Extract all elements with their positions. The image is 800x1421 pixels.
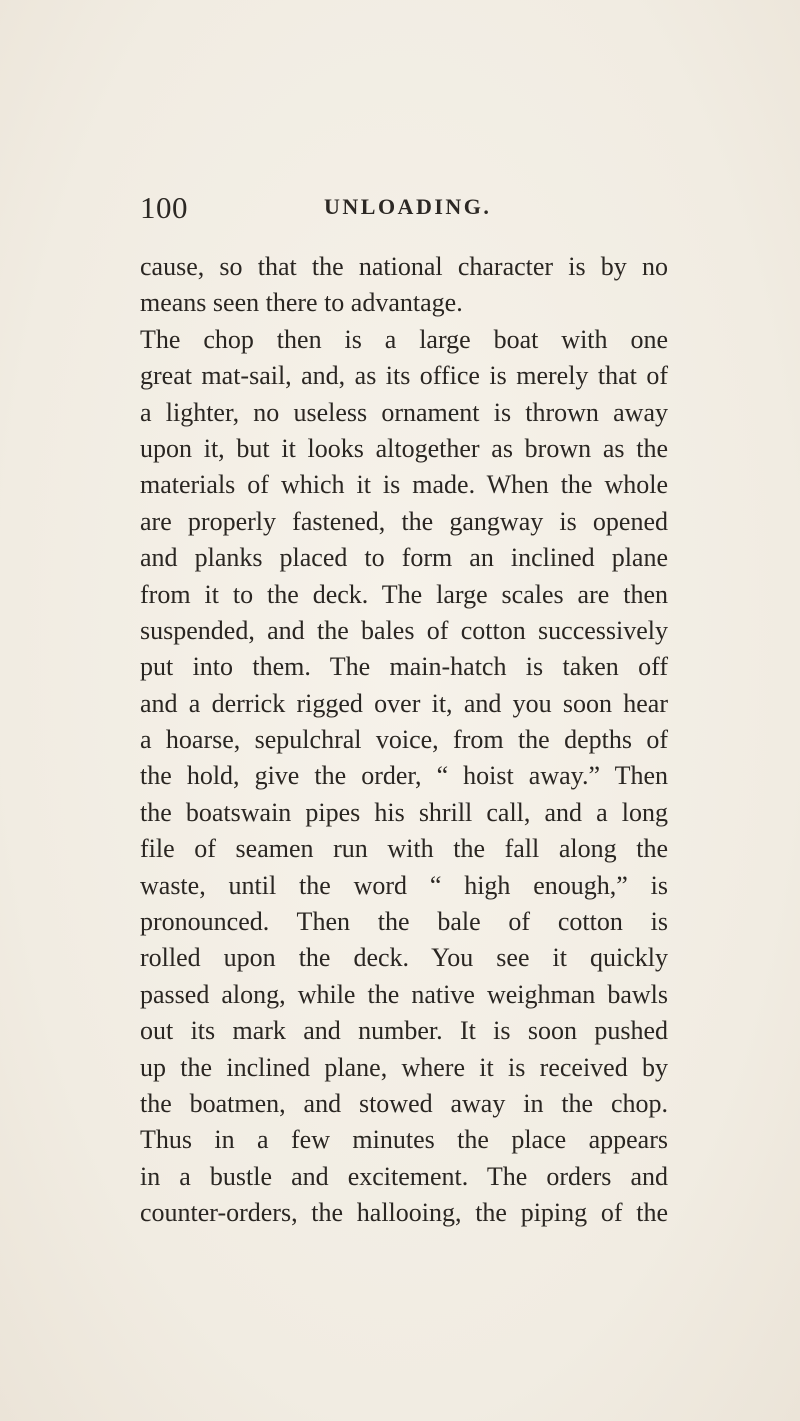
- body-text: [140, 249, 668, 1232]
- text-line: passed along, while the native weighman bawls: [140, 979, 668, 1009]
- text-line: The chop then is a large boat with one: [140, 324, 668, 354]
- page-number: 100: [140, 190, 188, 225]
- text-line: put into them. The main-hatch is taken off: [140, 652, 668, 682]
- text-line: and a derrick rigged over it, and you soon hear: [140, 688, 668, 718]
- text-line: are properly fastened, the gangway is opened: [140, 506, 668, 536]
- text-line: pronounced. Then the bale of cotton is: [140, 907, 668, 937]
- text-line: waste, until the word “ high enough,” is: [140, 870, 668, 900]
- text-line: file of seamen run with the fall along the: [140, 834, 668, 864]
- text-line: means seen there to advantage.: [140, 288, 463, 318]
- text-line: in a bustle and excitement. The orders and: [140, 1161, 668, 1191]
- text-line: and planks placed to form an inclined plane: [140, 543, 668, 573]
- text-line: the hold, give the order, “ hoist away.” Then: [140, 761, 668, 791]
- text-line: cause, so that the national character is by no: [140, 252, 668, 281]
- text-line: Thus in a few minutes the place appears: [140, 1125, 668, 1155]
- text-line: counter-orders, the hallooing, the piping of the: [140, 1198, 668, 1228]
- text-line: a hoarse, sepulchral voice, from the depths of: [140, 725, 668, 755]
- text-line: out its mark and number. It is soon pushed: [140, 1016, 668, 1046]
- page-header: [140, 190, 660, 230]
- text-line: materials of which it is made. When the whole: [140, 470, 668, 500]
- text-line: up the inclined plane, where it is received by: [140, 1052, 668, 1082]
- text-line: the boatmen, and stowed away in the chop.: [140, 1088, 668, 1118]
- text-line: rolled upon the deck. You see it quickly: [140, 943, 668, 973]
- text-line: from it to the deck. The large scales are then: [140, 579, 668, 609]
- text-line: a lighter, no useless ornament is thrown away: [140, 397, 668, 427]
- running-head: UNLOADING.: [324, 194, 492, 219]
- text-line: great mat-sail, and, as its office is merely that of: [140, 361, 668, 391]
- text-line: the boatswain pipes his shrill call, and a long: [140, 797, 668, 827]
- text-line: suspended, and the bales of cotton successively: [140, 615, 668, 645]
- text-line: upon it, but it looks altogether as brown as the: [140, 433, 668, 463]
